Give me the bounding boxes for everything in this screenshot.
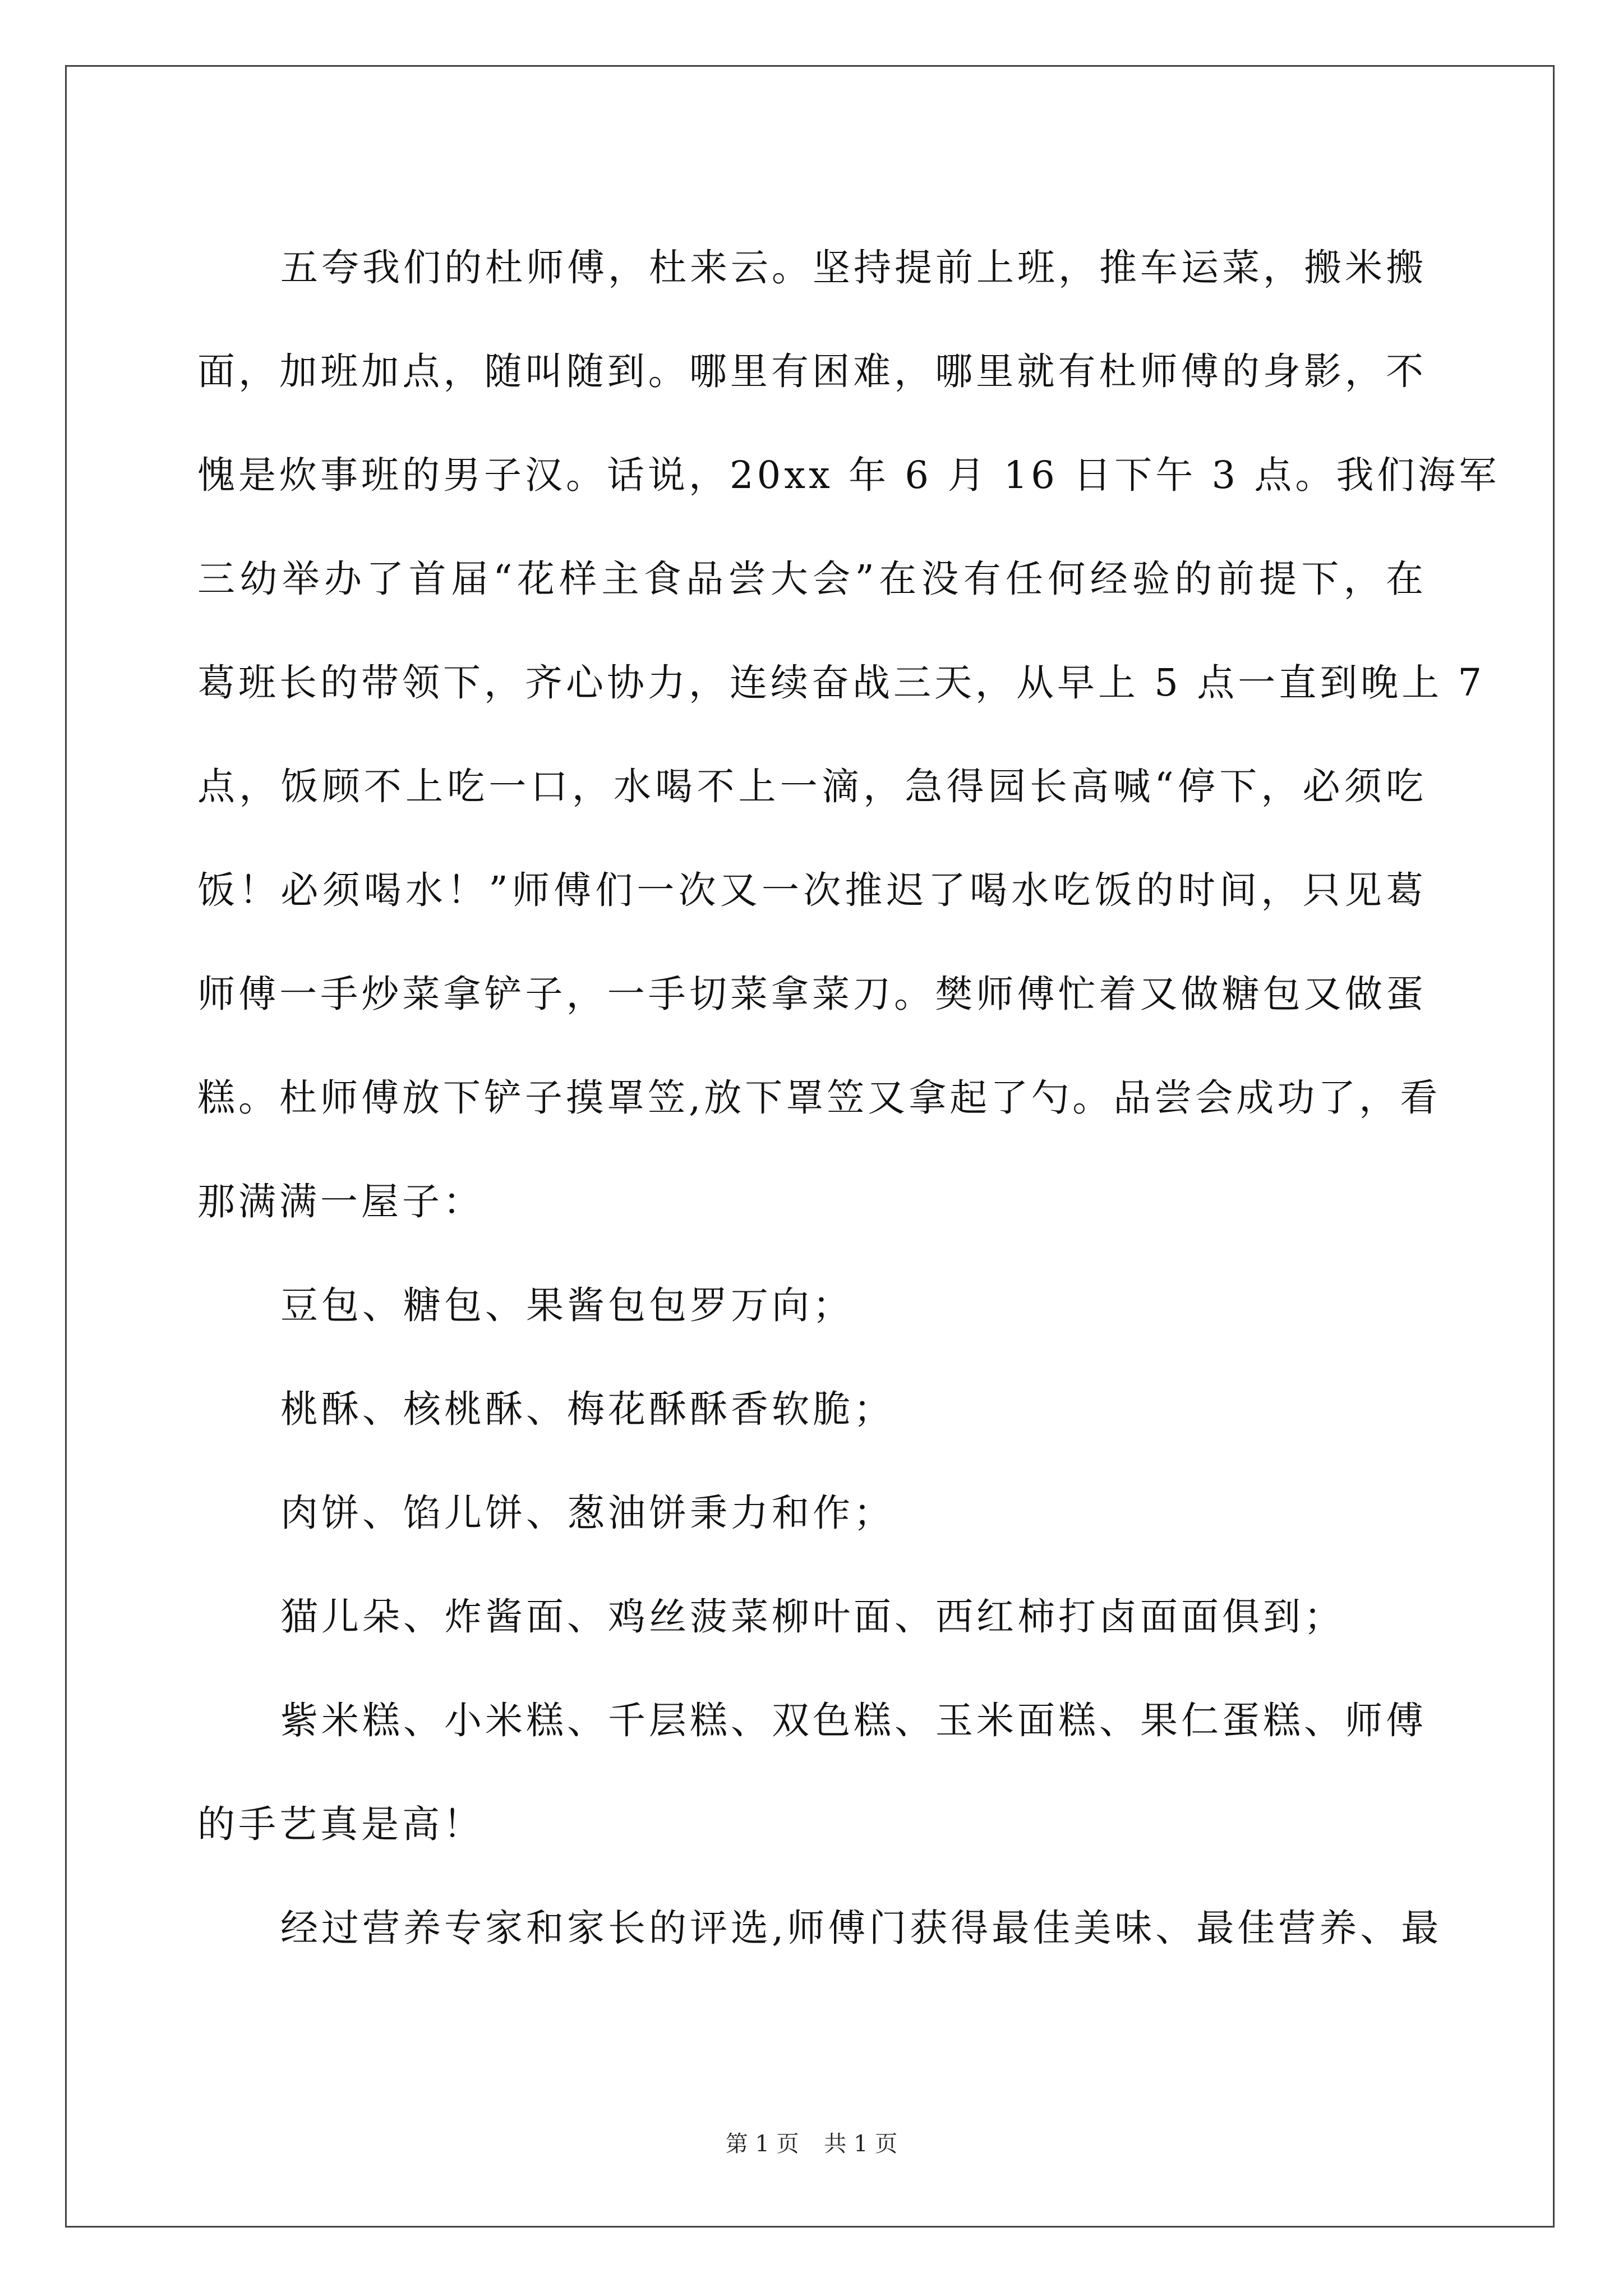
text-line: 师傅一手炒菜拿铲子，一手切菜拿菜刀。樊师傅忙着又做糖包又做蛋 <box>197 972 1427 1016</box>
text-line: 点，饭顾不上吃一口，水喝不上一滴，急得园长高喊“停下，必须吃 <box>197 765 1427 808</box>
page-footer <box>0 2126 1623 2158</box>
paragraph <box>197 216 1500 1254</box>
paragraph <box>197 1876 1442 1980</box>
text-line: 糕。杜师傅放下铲子摸罩笠,放下罩笠又拿起了勺。品尝会成功了，看 <box>197 1076 1441 1120</box>
text-line: 饭！必须喝水！”师傅们一次又一次推迟了喝水吃饭的时间，只见葛 <box>197 868 1427 912</box>
paragraph <box>197 1461 1427 1565</box>
paragraph <box>197 1254 1427 1358</box>
page-total: 共 1 页 <box>824 2131 898 2157</box>
text-line: 经过营养专家和家长的评选,师傅门获得最佳美味、最佳营养、最 <box>280 1906 1442 1950</box>
text-line: 愧是炊事班的男子汉。话说，20xx 年 6 月 16 日下午 3 点。我们海军 <box>197 453 1500 497</box>
text-line: 桃酥、核桃酥、梅花酥酥香软脆； <box>280 1387 895 1431</box>
text-line: 豆包、糖包、果酱包包罗万向； <box>280 1283 854 1327</box>
document-body <box>197 216 1500 1980</box>
paragraph <box>197 1669 1427 1876</box>
text-line: 五夸我们的杜师傅，杜来云。坚持提前上班，推车运菜，搬米搬 <box>280 246 1427 289</box>
paragraph <box>197 1358 1427 1461</box>
page-number: 第 1 页 <box>725 2131 799 2157</box>
text-line: 葛班长的带领下，齐心协力，连续奋战三天，从早上 5 点一直到晚上 7 <box>197 661 1486 705</box>
text-line: 三幼举办了首届“花样主食品尝大会”在没有任何经验的前提下，在 <box>197 557 1427 601</box>
text-line: 肉饼、馅儿饼、葱油饼秉力和作； <box>280 1491 895 1535</box>
text-line: 面，加班加点，随叫随到。哪里有困难，哪里就有杜师傅的身影，不 <box>197 349 1427 393</box>
paragraph <box>197 1565 1427 1669</box>
text-line: 紫米糕、小米糕、千层糕、双色糕、玉米面糕、果仁蛋糕、师傅 <box>280 1699 1427 1742</box>
text-line: 猫儿朵、炸酱面、鸡丝菠菜柳叶面、西红柿打卤面面俱到； <box>280 1595 1345 1639</box>
text-line: 的手艺真是高！ <box>197 1802 484 1846</box>
text-line: 那满满一屋子： <box>197 1180 484 1223</box>
